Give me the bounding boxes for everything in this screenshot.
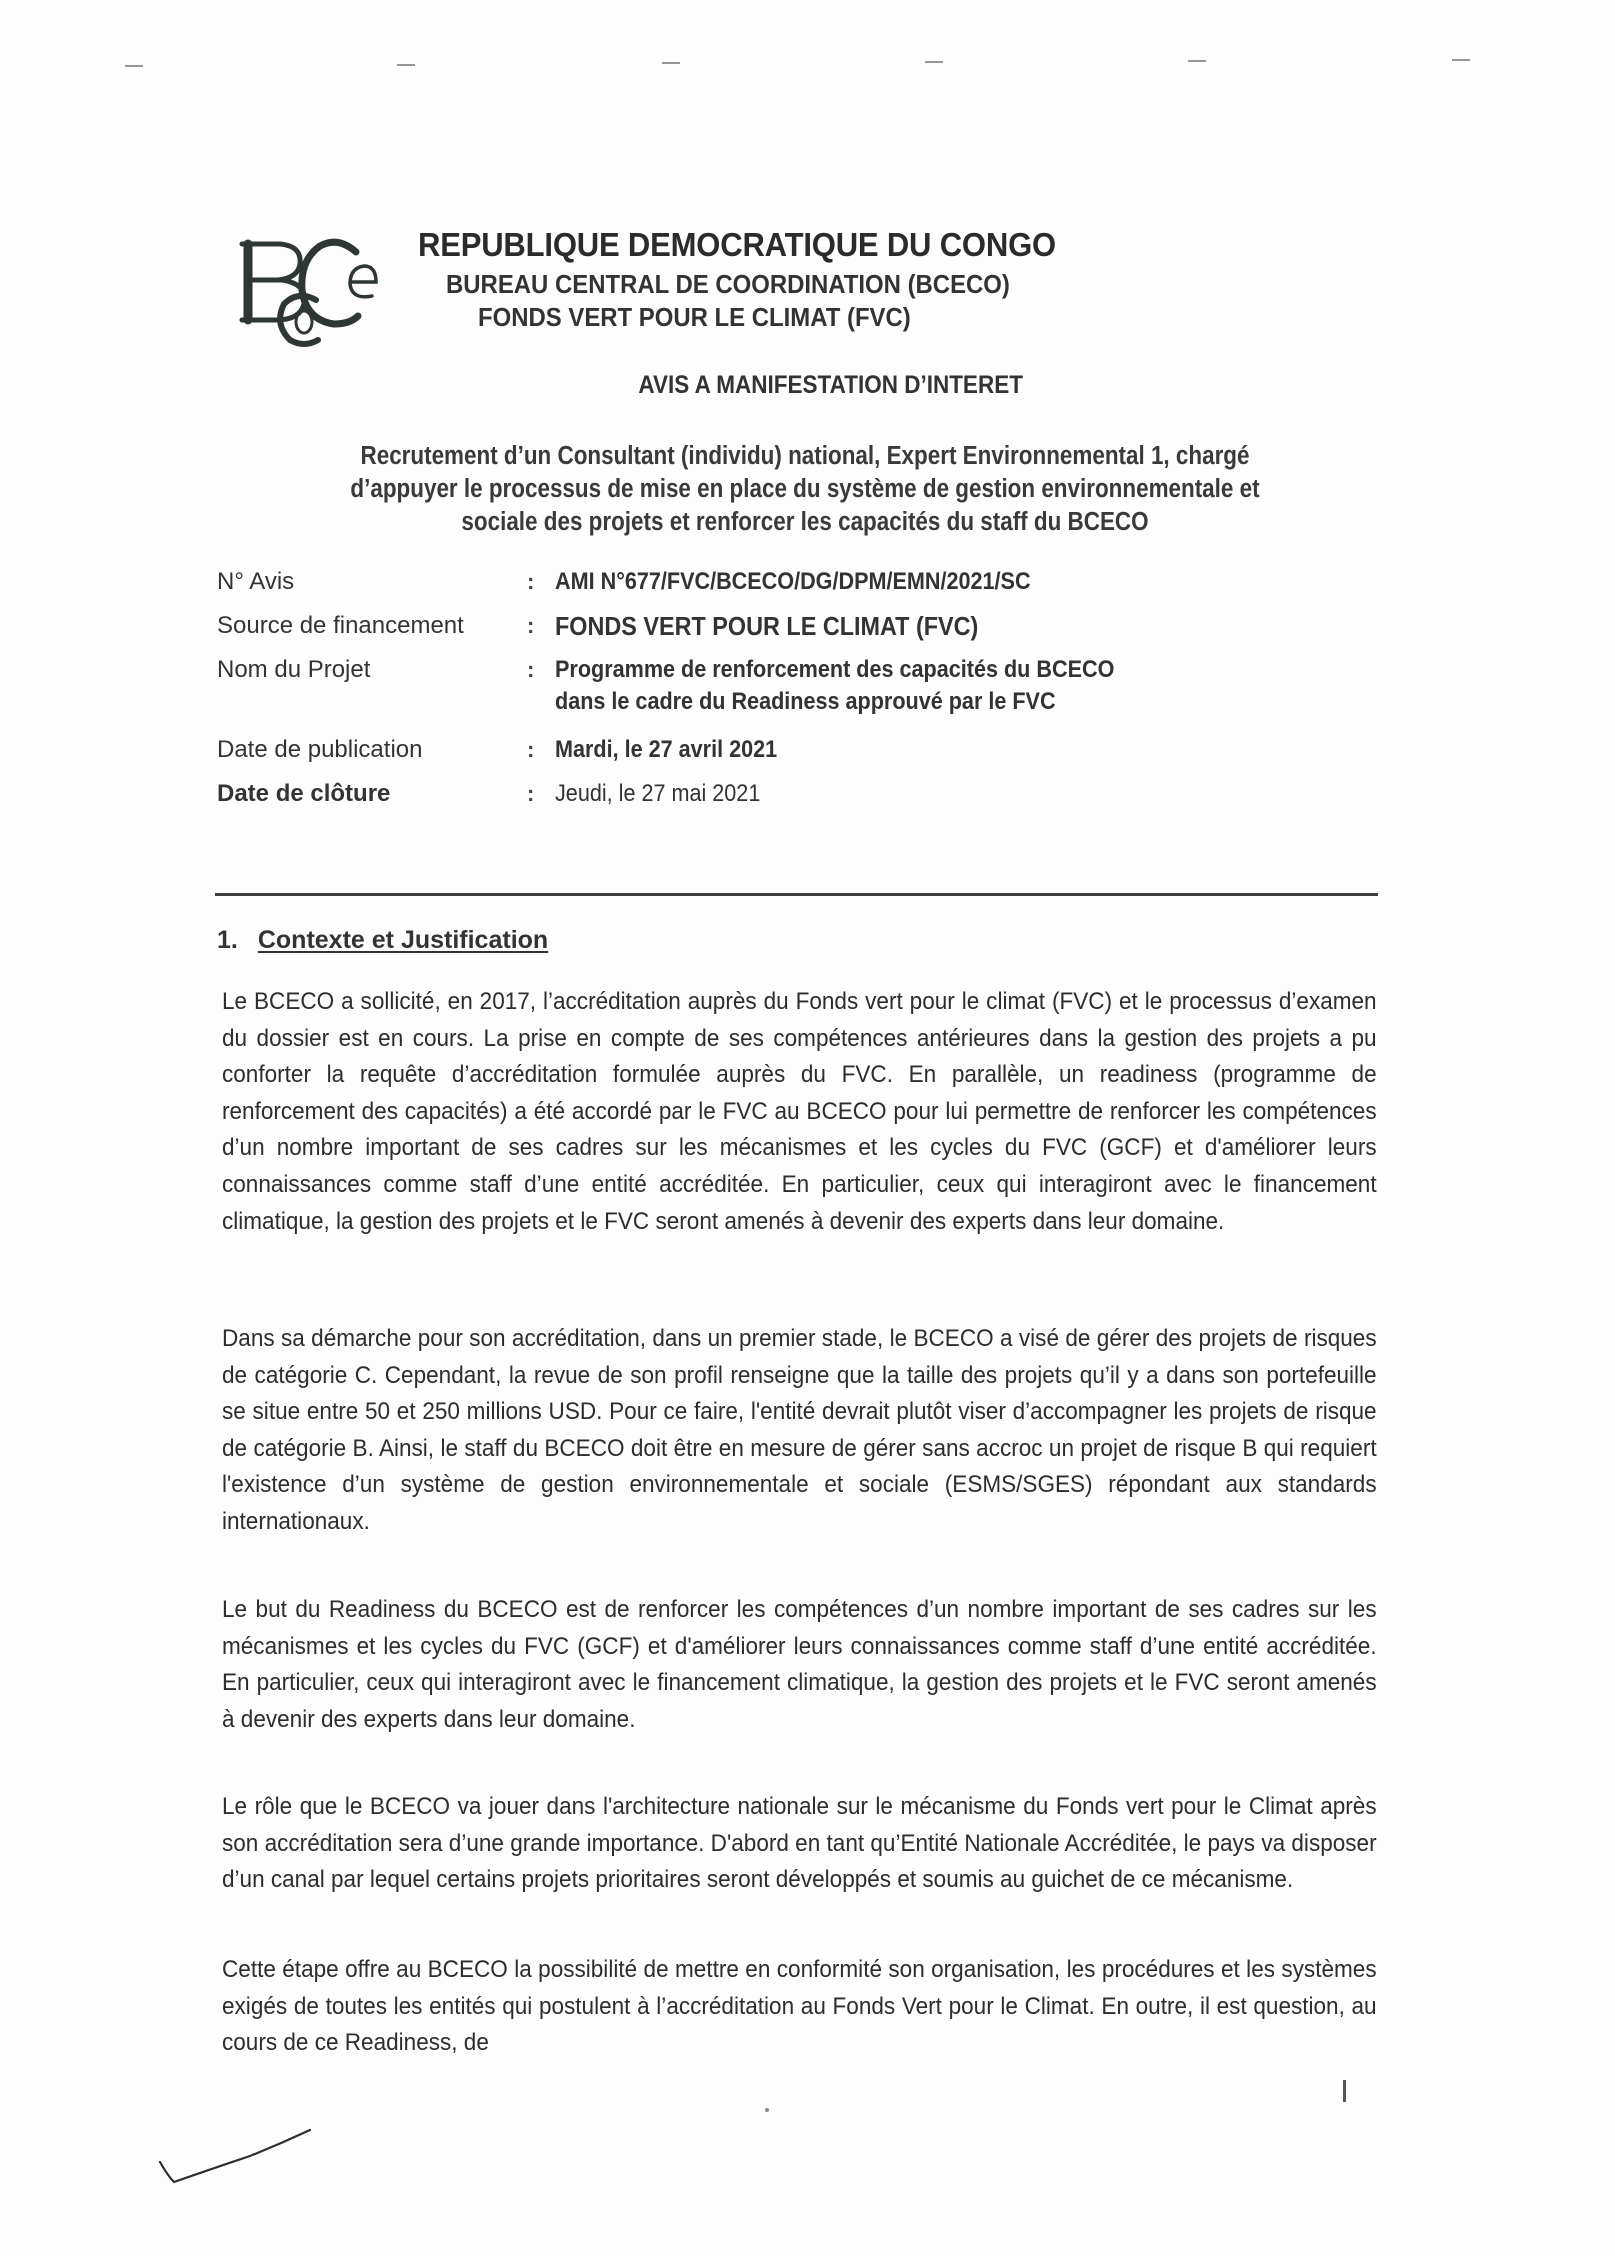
scan-mark [125,65,143,67]
paragraph [222,984,1377,1240]
paragraph-text: Dans sa démarche pour son accréditation, dans un premier stade, le BCECO a visé de gérer des projets de risques de catégorie C. Cependant, la revue de son profil renseigne que la taille des projets qu’il y a dans son portefeuille se situe entre 50 et 250 millions USD. Pour ce faire, l'entité devrait plutôt viser d’accompagner les projets de risque de catégorie B. Ainsi, le staff du BCECO doit être en mesure de gérer sans accroc un projet de risque B qui requiert l'existence d’un système de gestion environnementale et sociale (ESMS/SGES) répondant aux standards internationaux. [222,1325,1377,1535]
project-name-line: dans le cadre du Readiness approuvé par le FVC [555,688,1056,715]
info-separator: : [527,613,535,638]
paragraph-text: Le rôle que le BCECO va jouer dans l'architecture nationale sur le mécanisme du Fonds vert pour le Climat après son accréditation sera d’une grande importance. D'abord en tant qu’Entité Nationale Accréditée, le pays va disposer d’un canal par lequel certains projets prioritaires seront développés et soumis au guichet de ce mécanisme. [222,1793,1377,1894]
info-label: Nom du Projet [217,656,371,683]
handwritten-mark-icon [150,2120,330,2190]
recruitment-title-line: d’appuyer le processus de mise en place du système de gestion environnementale et [350,475,1260,503]
info-label: N° Avis [217,568,295,595]
scan-mark [1452,59,1470,61]
info-separator: : [527,781,535,806]
info-label: Date de publication [217,736,423,763]
paragraph [222,1321,1377,1541]
info-row-funding-source [217,610,1367,654]
recruitment-title-line: sociale des projets et renforcer les capacités du staff du BCECO [461,508,1149,536]
scan-mark [662,62,680,64]
info-separator: : [527,737,535,762]
publication-date-value: Mardi, le 27 avril 2021 [555,736,778,763]
fund-title: FONDS VERT POUR LE CLIMAT (FVC) [478,302,911,332]
info-row-publication-date [217,734,1367,778]
page-number [1343,2080,1346,2102]
notice-info-table [217,566,1367,822]
info-row-closing-date [217,778,1367,822]
recruitment-title [230,440,1380,539]
paragraph-text: Le but du Readiness du BCECO est de renforcer les compétences d’un nombre important de ses cadres sur les mécanismes et les cycles du FVC (GCF) et d'améliorer leurs connaissances comme staff d’une entité accréditée. En particulier, ceux qui interagiront avec le financement climatique, la gestion des projets et le FVC seront amenés à devenir des experts dans leur domaine. [222,1596,1377,1733]
closing-date-value: Jeudi, le 27 mai 2021 [555,780,761,807]
info-row-project-name [217,654,1367,734]
scan-mark [765,2108,769,2112]
scan-mark [1188,60,1206,62]
project-name-line: Programme de renforcement des capacités du BCECO [555,656,1115,683]
paragraph [222,1952,1377,2062]
bceco-logo-icon [238,232,388,350]
scan-mark [925,61,943,63]
section-title: Contexte et Justification [257,926,549,954]
organization-title: BUREAU CENTRAL DE COORDINATION (BCECO) [446,269,1010,299]
section-heading [217,926,548,955]
horizontal-rule [215,893,1378,896]
info-separator: : [527,569,535,594]
info-label: Source de financement [217,612,464,639]
notice-type-text: AVIS A MANIFESTATION D’INTERET [638,371,1023,399]
info-label: Date de clôture [217,780,391,807]
info-separator: : [527,657,535,682]
country-title: REPUBLIQUE DEMOCRATIQUE DU CONGO [418,226,1056,263]
project-name-value [555,654,1114,718]
info-row-notice-number [217,566,1367,610]
notice-number-value: AMI N°677/FVC/BCECO/DG/DPM/EMN/2021/SC [555,568,1031,595]
funding-source-value: FONDS VERT POUR LE CLIMAT (FVC) [555,611,979,641]
paragraph-text: Cette étape offre au BCECO la possibilité de mettre en conformité son organisation, les procédures et les systèmes exigés de toutes les entités qui postulent à l’accréditation au Fonds Vert pour le Climat. En outre, il est question, au cours de ce Readiness, de [222,1956,1377,2057]
notice-type-heading [0,371,1615,400]
section-number: 1. [217,926,238,954]
paragraph-text: Le BCECO a sollicité, en 2017, l’accréditation auprès du Fonds vert pour le climat (FVC) et le processus d’examen du dossier est en cours. La prise en compte de ses compétences antérieures dans la gestion des projets a pu conforter la requête d’accréditation formulée auprès du FVC. En parallèle, un readiness (programme de renforcement des capacités) a été accordé par le FVC au BCECO pour lui permettre de renforcer les compétences d’un nombre important de ses cadres sur les mécanismes et les cycles du FVC (GCF) et d'améliorer leurs connaissances comme staff d’une entité accréditée. En particulier, ceux qui interagiront avec le financement climatique, la gestion des projets et le FVC seront amenés à devenir des experts dans leur domaine. [222,988,1377,1235]
scan-mark [397,64,415,66]
paragraph [222,1592,1377,1738]
recruitment-title-line: Recrutement d’un Consultant (individu) national, Expert Environnemental 1, chargé [360,442,1250,470]
paragraph [222,1789,1377,1899]
